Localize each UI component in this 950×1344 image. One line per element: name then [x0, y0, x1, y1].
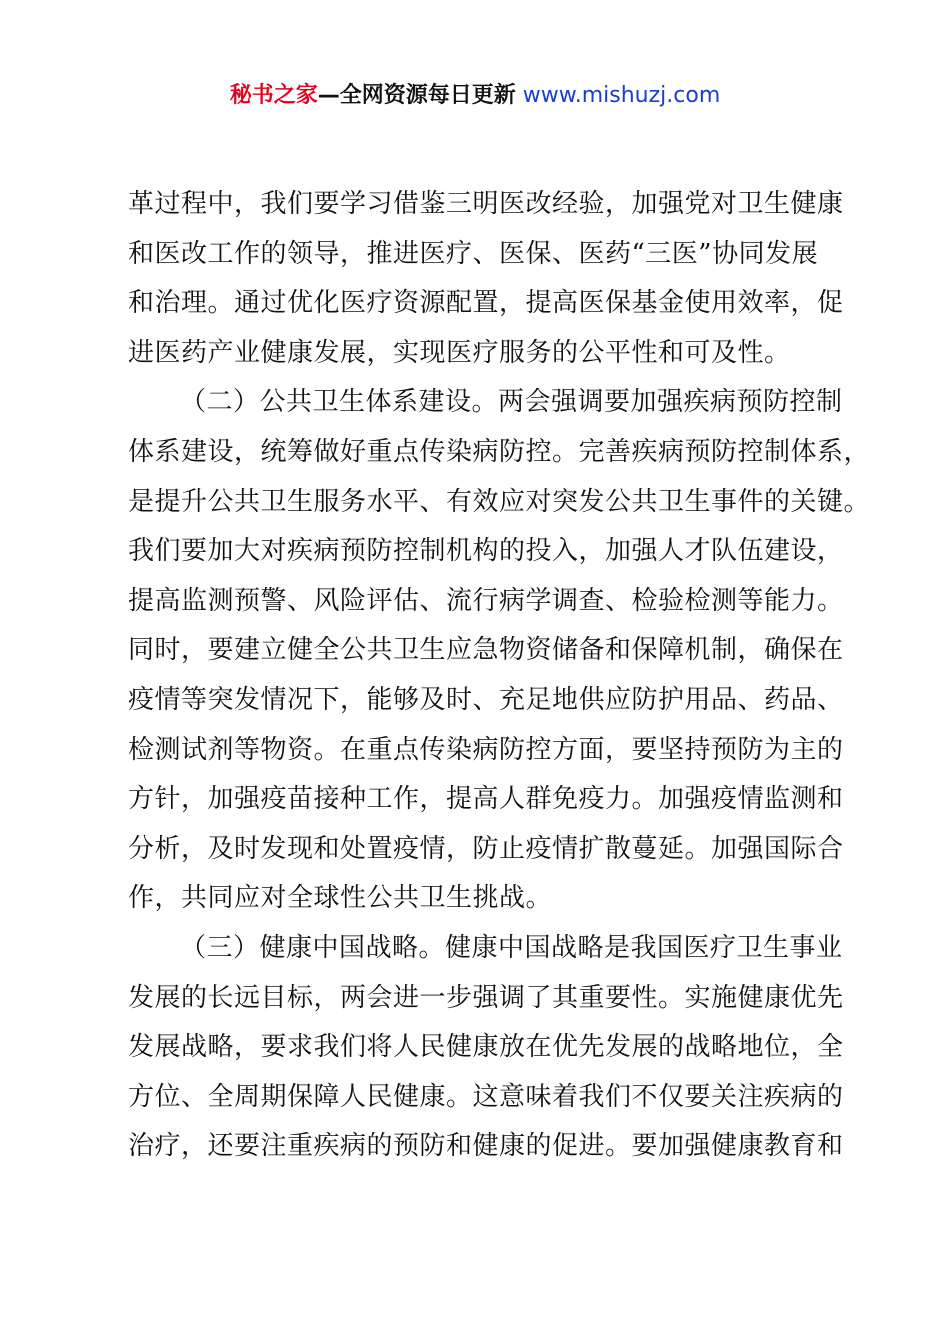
text-line: 治疗，还要注重疾病的预防和健康的促进。要加强健康教育和	[128, 1131, 844, 1162]
text-line: 方位、全周期保障人民健康。这意味着我们不仅要关注疾病的	[128, 1081, 844, 1112]
text-line: 发展战略，要求我们将人民健康放在优先发展的战略地位，全	[128, 1032, 844, 1063]
brand-name: 秘书之家	[229, 83, 318, 108]
text-line: 疫情等突发情况下，能够及时、充足地供应防护用品、药品、	[128, 684, 844, 715]
text-line: 分析，及时发现和处置疫情，防止疫情扩散蔓延。加强国际合	[128, 833, 844, 864]
text-line: 是提升公共卫生服务水平、有效应对突发公共卫生事件的关键。	[128, 486, 871, 517]
section-heading-line: （二）公共卫生体系建设。两会强调要加强疾病预防控制	[180, 387, 843, 418]
site-url-link[interactable]: www.mishuzj.com	[515, 83, 721, 108]
text-line: 体系建设，统筹做好重点传染病防控。完善疾病预防控制体系，	[128, 436, 871, 467]
text-line: 方针，加强疫苗接种工作，提高人群免疫力。加强疫情监测和	[128, 784, 844, 815]
text-line: 发展的长远目标，两会进一步强调了其重要性。实施健康优先	[128, 982, 844, 1013]
text-line: 进医药产业健康发展，实现医疗服务的公平性和可及性。	[128, 337, 791, 368]
section-heading-line: （三）健康中国战略。健康中国战略是我国医疗卫生事业	[180, 932, 843, 963]
text-line: 提高监测预警、风险评估、流行病学调查、检验检测等能力。	[128, 585, 844, 616]
text-line: 作，共同应对全球性公共卫生挑战。	[128, 883, 553, 914]
text-line: 和医改工作的领导，推进医疗、医保、医药“三医”协同发展	[128, 238, 819, 269]
text-line: 和治理。通过优化医疗资源配置，提高医保基金使用效率，促	[128, 288, 844, 319]
document-body	[128, 180, 871, 1172]
text-line: 我们要加大对疾病预防控制机构的投入，加强人才队伍建设，	[128, 536, 844, 567]
header-slogan: —全网资源每日更新	[317, 83, 516, 108]
text-line: 检测试剂等物资。在重点传染病防控方面，要坚持预防为主的	[128, 734, 844, 765]
text-line: 革过程中，我们要学习借鉴三明医改经验，加强党对卫生健康	[128, 189, 844, 219]
site-header	[0, 80, 950, 112]
text-line: 同时，要建立健全公共卫生应急物资储备和保障机制，确保在	[128, 635, 844, 666]
